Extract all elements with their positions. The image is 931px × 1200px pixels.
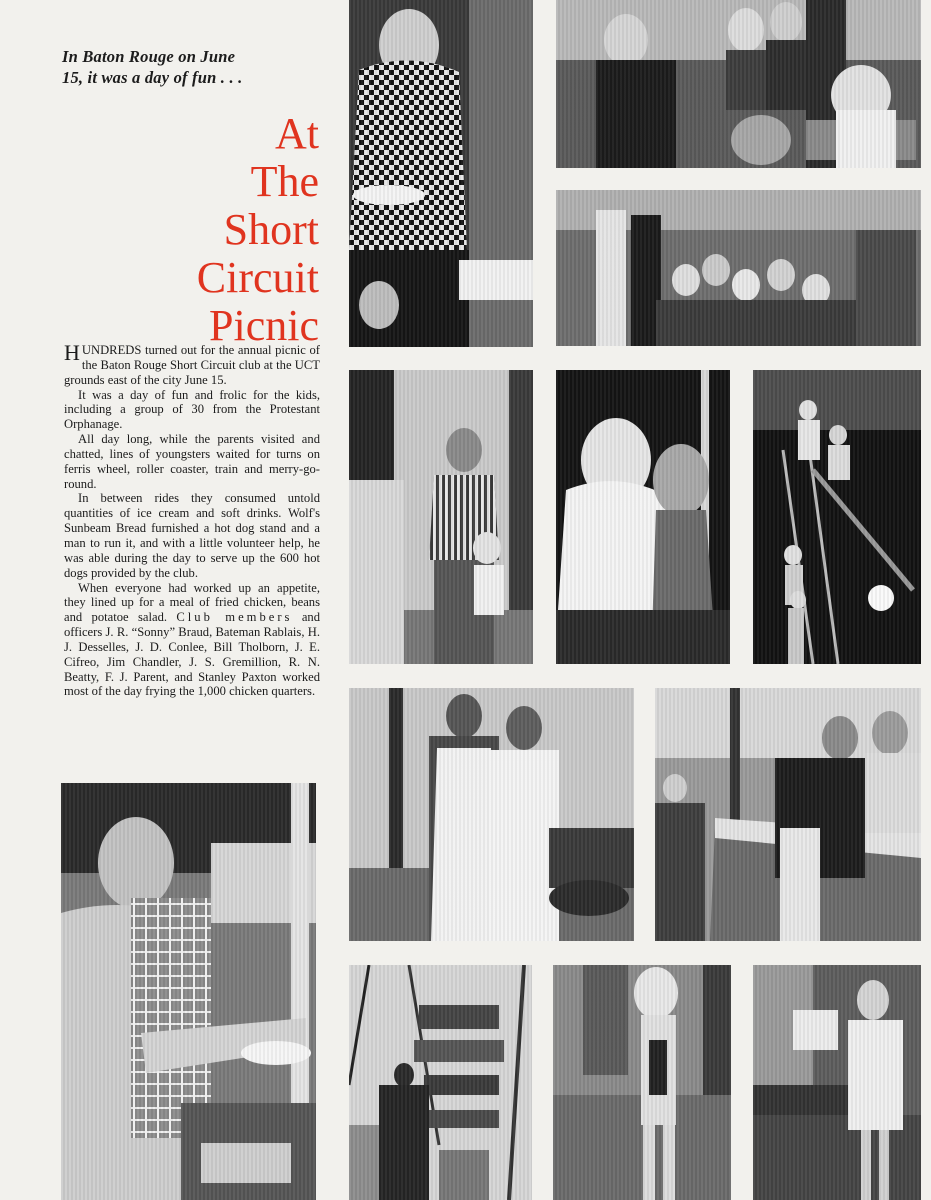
- photo-man-cooking: [61, 783, 316, 1200]
- photo-men-at-grill: [349, 688, 634, 941]
- photo-woman-with-toddler: [349, 370, 533, 664]
- photo-woman-serving-food: [349, 0, 533, 347]
- headline-line: Short: [223, 205, 319, 254]
- grill-icon: [349, 688, 634, 941]
- kicker-line-1: In Baton Rouge on June: [62, 47, 236, 66]
- paragraph: In between rides they consumed untold quantities of ice cream and soft drinks. Wolf's Sunbeam Bread furnished a hot dog stand and a man to run it, and with a little volunteer help, he was able during the day to serve up the 600 hot dogs provided by the club.: [64, 491, 320, 580]
- photo-girl-with-box: [753, 965, 921, 1200]
- woman-toddler-icon: [349, 370, 533, 664]
- kicker-line-2: 15, it was a day of fun . . .: [62, 68, 243, 87]
- kicker: [62, 46, 332, 88]
- headline-line: Picnic: [209, 301, 319, 350]
- photo-ladies-in-hats: [556, 0, 921, 168]
- hats-icon: [556, 0, 921, 168]
- photo-toddler-overalls: [553, 965, 731, 1200]
- toddler-icon: [553, 965, 731, 1200]
- girl-icon: [753, 965, 921, 1200]
- headline-line: The: [250, 157, 319, 206]
- photo-baby-on-ride: [556, 370, 730, 664]
- woman-plate-icon: [349, 0, 533, 347]
- table-icon: [655, 688, 921, 941]
- crowd-icon: [556, 190, 921, 346]
- paragraph: [64, 340, 320, 388]
- photo-ferris-wheel: [349, 965, 532, 1200]
- article-body: [64, 340, 320, 699]
- spaced-text: Club members: [176, 610, 293, 625]
- paragraph: [64, 581, 320, 700]
- drop-cap: H: [64, 340, 80, 365]
- cooking-icon: [61, 783, 316, 1200]
- paragraph-text: and officers J. R. “Sonny” Braud, Bateman Rablais, H. J. Desselles, J. D. Conlee, Bill Tholborn, J. E. Cifreo, Jim Chandler, J. S. Gremillion, R. N. Beatty, F. J. Parent, and Stanley Paxton worked most of the day frying the 1,000 chicken quarters.: [64, 610, 320, 699]
- headline: [59, 110, 319, 350]
- photo-serving-table: [655, 688, 921, 941]
- paragraph-text: UNDREDS turned out for the annual picnic of the Baton Rouge Short Circuit club at the UCT grounds east of the city June 15.: [64, 343, 320, 387]
- headline-line: Circuit: [196, 253, 319, 302]
- slide-icon: [753, 370, 921, 664]
- paragraph-text: When everyone had worked up an appetite, they lined up for a meal of fried chicken, beans and potatoe salad.: [64, 580, 320, 625]
- photo-crowd-of-children: [556, 190, 921, 346]
- paragraph: It was a day of fun and frolic for the kids, including a group of 30 from the Protestant Orphanage.: [64, 387, 320, 432]
- photo-children-on-slide: [753, 370, 921, 664]
- baby-icon: [556, 370, 730, 664]
- paragraph: All day long, while the parents visited and chatted, lines of youngsters waited for turns on ferris wheel, roller coaster, train and merry-go-round.: [64, 432, 320, 491]
- headline-line: At: [275, 109, 319, 158]
- ferris-wheel-icon: [349, 965, 532, 1200]
